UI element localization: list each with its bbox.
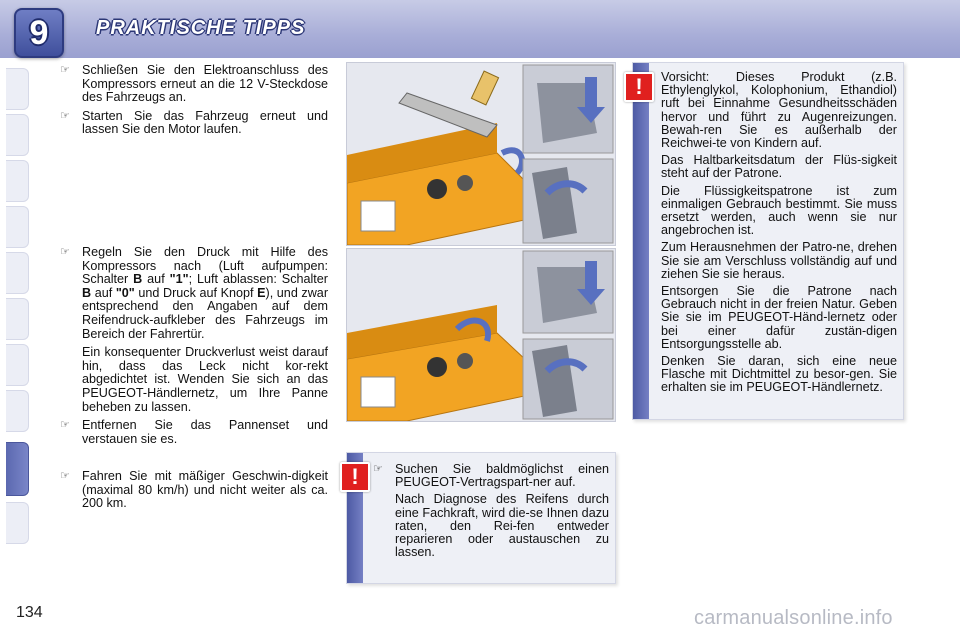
warning-paragraph: Zum Herausnehmen der Patro-ne, drehen Sie sie am Verschluss vollständig auf und ziehen Sie sie heraus. bbox=[661, 240, 897, 281]
compressor-illustration bbox=[347, 63, 615, 245]
warning-note: Nach Diagnose des Reifens durch eine Fachkraft, wird die-se Ihnen dazu raten, den Rei-fen entweder reparieren oder austauschen zu lassen. bbox=[395, 492, 609, 560]
chapter-number: 9 bbox=[29, 14, 49, 52]
warning-panel-sealant bbox=[632, 62, 904, 420]
warning-paragraph: Denken Sie daran, sich eine neue Flasche mit Dichtmittel zu besor-gen. Sie erhalten sie im PEUGEOT-Händlernetz. bbox=[661, 354, 897, 395]
chapter-tab[interactable] bbox=[6, 502, 29, 544]
warning-glyph: ! bbox=[635, 74, 643, 99]
text-part: ), und zwar entsprechend den Angaben auf dem Reifendruck-aufkleber des Fahrzeugs im Bereich der Fahrertür. bbox=[82, 285, 329, 341]
warning-paragraph: Vorsicht: Dieses Produkt (z.B. Ethylenglykol, Kolophonium, Ethandiol) ruft bei Einnahme Gesundheitsschäden hervor und führt zu Augenreizungen. Bewah-ren Sie es außerhalb der Reichwei-te von Kindern auf. bbox=[661, 70, 897, 151]
panel-content bbox=[373, 463, 609, 563]
compressor-illustration bbox=[347, 249, 615, 421]
instruction-text: Entfernen Sie das Pannenset und verstauen sie es. bbox=[82, 418, 328, 446]
chapter-tab[interactable] bbox=[6, 390, 29, 432]
text-part: auf bbox=[142, 272, 170, 287]
instruction-item bbox=[58, 110, 328, 137]
instruction-text: Starten Sie das Fahrzeug erneut und lassen Sie den Motor laufen. bbox=[82, 108, 328, 137]
chapter-tabs bbox=[0, 58, 32, 578]
warning-icon bbox=[624, 72, 654, 102]
warning-text: Suchen Sie baldmöglichst einen PEUGEOT-Vertragspart-ner auf. bbox=[395, 462, 609, 490]
warning-paragraph: Entsorgen Sie die Patrone nach Gebrauch nicht in der freien Natur. Geben Sie sie im PEUGEOT-Händ-lernetz oder bei einer dafür zustän-digen Entsorgungsstelle ab. bbox=[661, 284, 897, 351]
switch-label: B bbox=[133, 272, 143, 287]
watermark: carmanualsonline.info bbox=[694, 607, 893, 629]
switch-value: "0" bbox=[115, 285, 135, 300]
warning-panel-dealer bbox=[346, 452, 616, 584]
switch-label: B bbox=[82, 285, 92, 300]
chapter-tab-active[interactable] bbox=[6, 442, 29, 496]
text-part: ; Luft ablassen: Schalter bbox=[188, 272, 328, 287]
instruction-item bbox=[58, 470, 328, 511]
pointing-hand-icon: ☞ bbox=[373, 463, 383, 475]
text-part: und Druck auf Knopf bbox=[134, 285, 258, 300]
instruction-item bbox=[58, 419, 328, 446]
instruction-text: Fahren Sie mit mäßiger Geschwin-digkeit (maximal 80 km/h) und nicht weiter als ca. 200 km. bbox=[82, 469, 328, 511]
chapter-tab[interactable] bbox=[6, 298, 29, 340]
pointing-hand-icon: ☞ bbox=[60, 419, 70, 432]
pointing-hand-icon: ☞ bbox=[60, 470, 70, 482]
panel-accent-bar bbox=[633, 63, 649, 419]
pointing-hand-icon: ☞ bbox=[60, 246, 70, 258]
page-number: 134 bbox=[16, 604, 43, 621]
warning-icon bbox=[340, 462, 370, 492]
text-part: auf bbox=[91, 285, 116, 300]
instruction-text bbox=[82, 245, 328, 341]
left-column-middle bbox=[58, 246, 328, 451]
switch-value: "1" bbox=[169, 272, 189, 287]
button-label: E bbox=[257, 285, 266, 300]
warning-paragraph: Das Haltbarkeitsdatum der Flüs-sigkeit steht auf der Patrone. bbox=[661, 153, 897, 181]
chapter-tab[interactable] bbox=[6, 206, 29, 248]
text-part: Regeln Sie den Druck mit Hilfe des Kompressors nach (Luft aufpumpen: Schalter bbox=[82, 245, 328, 287]
chapter-tab[interactable] bbox=[6, 344, 29, 386]
chapter-badge bbox=[14, 8, 64, 58]
left-column-top bbox=[58, 64, 328, 142]
chapter-tab[interactable] bbox=[6, 68, 29, 110]
warning-glyph: ! bbox=[351, 464, 359, 489]
instruction-item bbox=[58, 64, 328, 105]
left-column-bottom bbox=[58, 470, 328, 516]
chapter-tab[interactable] bbox=[6, 252, 29, 294]
pointing-hand-icon: ☞ bbox=[60, 109, 70, 122]
chapter-tab[interactable] bbox=[6, 114, 29, 156]
instruction-note: Ein konsequenter Druckverlust weist darauf hin, dass das Leck nicht kor-rekt abgedichtet ist. Wenden Sie sich an das PEUGEOT-Händlernetz, um Ihre Panne beheben zu lassen. bbox=[82, 345, 328, 414]
chapter-tab[interactable] bbox=[6, 160, 29, 202]
instruction-item bbox=[58, 246, 328, 341]
page-title: PRAKTISCHE TIPPS bbox=[96, 17, 306, 39]
instruction-text: Schließen Sie den Elektroanschluss des Kompressors erneut an die 12 V-Steckdose des Fahrzeugs an. bbox=[82, 63, 328, 105]
pointing-hand-icon: ☞ bbox=[60, 64, 70, 76]
warning-item bbox=[373, 463, 609, 489]
compressor-photo-top bbox=[346, 62, 616, 246]
compressor-photo-bottom bbox=[346, 248, 616, 422]
panel-content bbox=[661, 71, 897, 399]
page-header bbox=[0, 0, 960, 58]
warning-paragraph: Die Flüssigkeitspatrone ist zum einmaligen Gebrauch bestimmt. Sie muss ersetzt werden, auch wenn sie nur angebrochen ist. bbox=[661, 183, 897, 238]
